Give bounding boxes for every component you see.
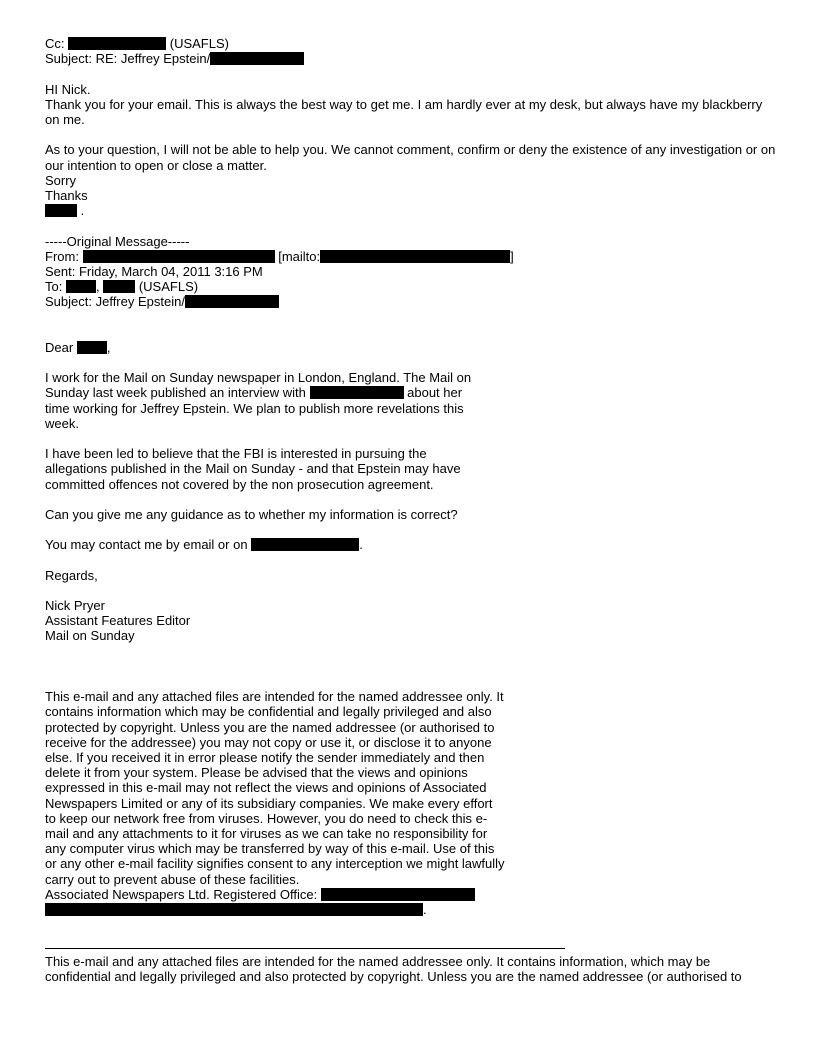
letter-paragraph-3: Can you give me any guidance as to whether my information is correct?: [45, 506, 458, 522]
reply-thanks: Thanks: [45, 187, 88, 203]
original-subject-line: Subject: Jeffrey Epstein/: [45, 294, 776, 309]
redaction-block: [45, 903, 423, 916]
redaction-block: [45, 204, 77, 217]
redaction-block: [103, 280, 135, 293]
cc-suffix: (USAFLS): [169, 36, 229, 51]
letter-salutation: Dear ,: [45, 339, 111, 355]
original-message-separator: -----Original Message-----: [45, 233, 190, 249]
redaction-block: [68, 37, 166, 50]
signature-name: Nick Pryer: [45, 598, 105, 614]
registered-office-address: .: [45, 902, 776, 917]
redaction-block: [251, 538, 359, 551]
redaction-block: [310, 386, 404, 399]
letter-paragraph-4: You may contact me by email or on .: [45, 537, 363, 553]
original-to-line: To: , (USAFLS): [45, 279, 199, 295]
disclaimer-text: This e-mail and any attached files are intended for the named addressee only. It contains information which may be confidential and legally privileged and also protected by copyright. Unless you are the named addressee (or authorised to receive for the addressee) you may not copy or use it, or disclose it to anyone else. If you received it in error please notify the sender immediately and then delete it from your system. Please be advised that the views and opinions expressed in this e-mail may not reflect the views and opinions of Associated Newspapers Limited or any of its subsidiary companies. We make every effort to keep our network free from viruses. However, you do need to check this e-mail and any attachments to it for viruses as we can take no responsibility for any computer virus which may be transferred by way of this e-mail. Use of this or any other e-mail facility signifies consent to any interception we might lawfully carry out to prevent abuse of these facilities.: [45, 689, 505, 887]
footer-disclaimer: This e-mail and any attached files are intended for the named addressee only. It contains information, which may be confidential and legally privileged and also protected by copyright. Unless you are the named addressee (or authorised to: [45, 953, 742, 984]
reply-paragraph-2: As to your question, I will not be able to help you. We cannot comment, confirm or deny the existence of any investigation or on our intention to open or close a matter.: [45, 142, 776, 173]
cc-label: Cc:: [45, 36, 65, 51]
reply-signature: .: [45, 203, 776, 218]
redaction-block: [66, 280, 96, 293]
signature-title: Assistant Features Editor: [45, 613, 191, 629]
original-sent-line: Sent: Friday, March 04, 2011 3:16 PM: [45, 263, 263, 279]
email-document: [45, 36, 776, 984]
signature-org: Mail on Sunday: [45, 628, 135, 644]
cc-line: [45, 36, 776, 51]
redaction-block: [83, 250, 275, 263]
letter-paragraph-1: I work for the Mail on Sunday newspaper in London, England. The Mail on Sunday last week published an interview with about her time working for Jeffrey Epstein. We plan to publish more revelations this week.: [45, 370, 472, 431]
redaction-block: [321, 888, 475, 901]
registered-office-line: Associated Newspapers Ltd. Registered Office:: [45, 887, 776, 902]
reply-sorry: Sorry: [45, 172, 77, 188]
redaction-block: [77, 341, 107, 354]
subject-label: Subject: RE: Jeffrey Epstein/: [45, 51, 211, 67]
redaction-block: [210, 52, 304, 65]
redaction-block: [320, 250, 510, 263]
letter-regards: Regards,: [45, 567, 98, 583]
letter-paragraph-2: I have been led to believe that the FBI is interested in pursuing the allegations published in the Mail on Sunday - and that Epstein may have committed offences not covered by the non prosecution agreement.: [45, 446, 461, 492]
footer-divider: [45, 948, 565, 949]
original-from-line: From: [mailto: ]: [45, 248, 514, 264]
reply-paragraph-1: Thank you for your email. This is always the best way to get me. I am hardly ever at my desk, but always have my blackberry on me.: [45, 96, 763, 127]
reply-greeting: HI Nick.: [45, 81, 91, 97]
redaction-block: [185, 295, 279, 308]
subject-line: [45, 51, 776, 66]
